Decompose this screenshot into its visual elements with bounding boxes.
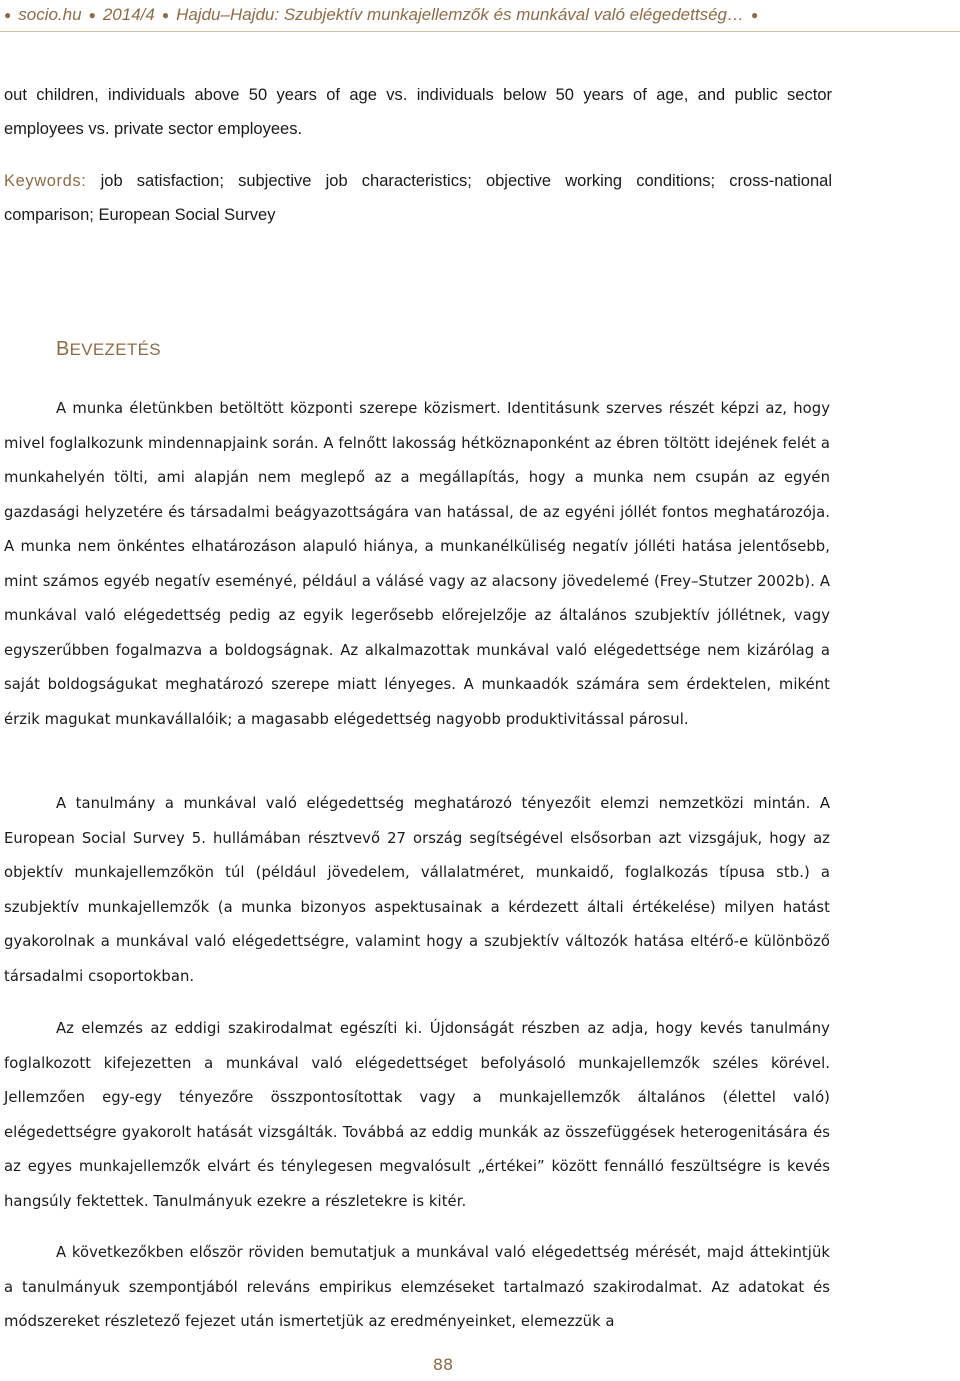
running-header: [0, 0, 960, 30]
header-issue: 2014/4: [102, 5, 155, 24]
body-paragraph: A következőkben először röviden bemutatjuk a munkával való elégedettség mérését, majd áttekintjük a tanulmányuk szempontjából releváns empirikus elemzéseket tartalmazó szakirodalmat. Az adatokat és módszereket részletező fejezet után ismertetjük az eredményeinket, elemezzük a: [4, 1244, 830, 1330]
body-paragraph: Az elemzés az eddigi szakirodalmat egészíti ki. Újdonságát részben az adja, hogy kevés tanulmány foglalkozott kifejezetten a munkával való elégedettséget befolyásoló munkajellemzők széles körével. Jellemzően egy-egy tényezőre összpontosítottak vagy a munkajellemzők általános (élettel való) elégedettségre gyakorolt hatását vizsgálták. Továbbá az eddig munkák az összefüggések heterogenitására és az egyes munkajellemzők elvárt és ténylegesen megvalósult „értékei” között fennálló feszültségre is kevés hangsúly fektettek. Tanulmányuk ezekre a részletekre is kitér.: [4, 1020, 830, 1210]
header-site: socio.hu: [18, 5, 82, 24]
abstract-tail: out children, individuals above 50 years of age vs. individuals below 50 years of age, and public sector employees vs. private sector employees.: [4, 86, 832, 138]
header-divider: [0, 31, 960, 32]
bullet-icon: ●: [161, 8, 170, 22]
bullet-icon: ●: [751, 8, 759, 22]
section-heading-initial: B: [56, 338, 70, 360]
keywords-text: job satisfaction; subjective job characteristics; objective working conditions; cross-national comparison; European Social Survey: [4, 172, 833, 224]
section-heading: [56, 338, 161, 361]
bullet-icon: ●: [4, 8, 12, 22]
keywords-label: Keywords:: [4, 172, 87, 190]
page-number: 88: [432, 1355, 454, 1374]
body-paragraph: A tanulmány a munkával való elégedettség meghatározó tényezőit elemzi nemzetközi mintán. A European Social Survey 5. hullámában résztvevő 27 ország segítségével elsősorban azt vizsgájuk, hogy az objektív munkajellemzőkön túl (például jövedelem, vállalatméret, munkaidő, foglalkozás típusa stb.) a szubjektív munkajellemzők (a munka bizonyos aspektusainak a kérdezett általi értékelése) milyen hatást gyakorolnak a munkával való elégedettségre, valamint hogy a szubjektív változók hatása eltérő-e különböző társadalmi csoportokban.: [4, 795, 830, 985]
header-running-title: Hajdu–Hajdu: Szubjektív munkajellemzők és munkával való elégedettség…: [176, 5, 744, 24]
body-paragraph: A munka életünkben betöltött központi szerepe közismert. Identitásunk szerves részét képzi az, hogy mivel foglalkozunk mindennapjaink során. A felnőtt lakosság hétköznaponként az ébren töltött idejének felét a munkahelyén tölti, ami alapján nem meglepő az a megállapítás, hogy a munka nem csupán az egyén gazdasági helyzetére és társadalmi beágyazottságára van hatással, de az egyéni jóllét fontos meghatározója. A munka nem önkéntes elhatározáson alapuló hiánya, a munkanélküliség negatív jólléti hatása jelentősebb, mint számos egyéb negatív eseményé, például a válásé vagy az alacsony jövedelemé (Frey–Stutzer 2002b). A munkával való elégedettség pedig az egyik legerősebb előrejelzője az általános szubjektív jóllétnek, vagy egyszerűbben fogalmazva a boldogságnak. Az alkalmazottak munkával való elégedettsége nem kizárólag a saját boldogságukat meghatározó szerepe miatt lényeges. A munkaadók számára sem érdektelen, miként érzik magukat munkavállalóik; a magasabb elégedettség nagyobb produktivitással párosul.: [4, 400, 830, 728]
section-heading-rest: EVEZETÉS: [69, 340, 161, 359]
bullet-icon: ●: [88, 8, 96, 22]
keywords-line: [4, 164, 832, 232]
